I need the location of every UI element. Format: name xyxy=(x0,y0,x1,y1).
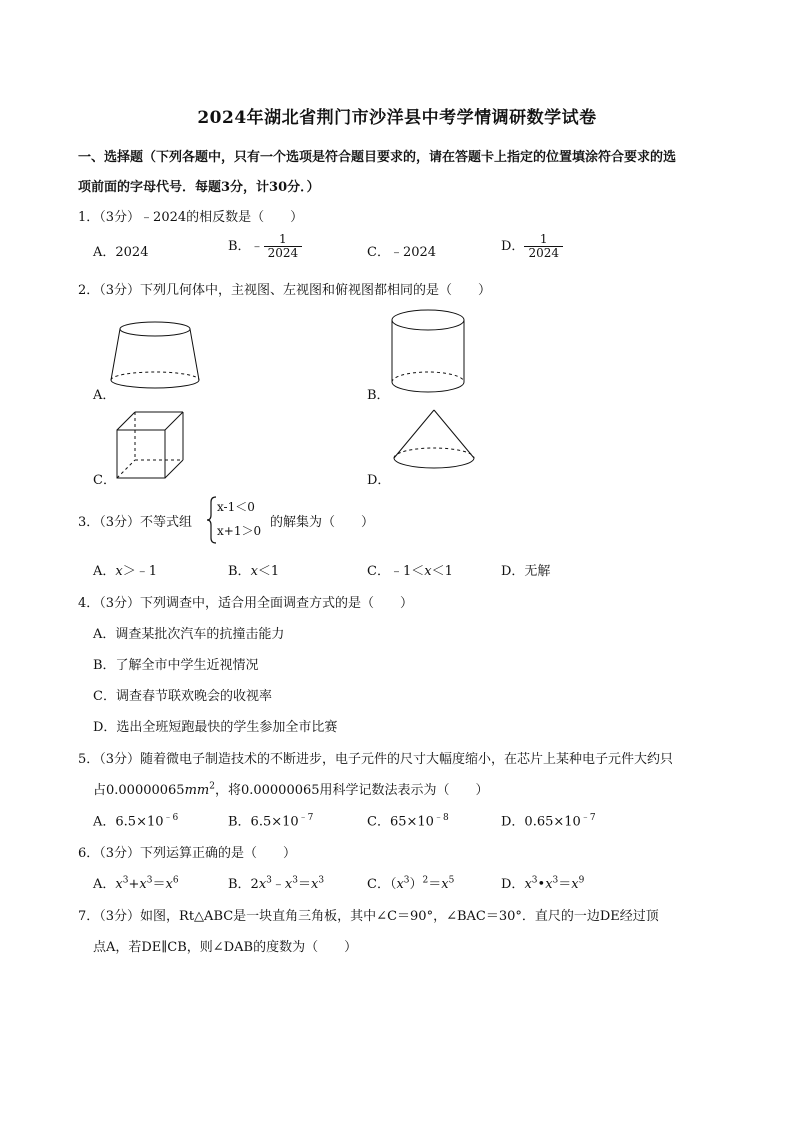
exponent: ﹣7 xyxy=(298,813,314,823)
exponent: 3 xyxy=(146,875,153,886)
q2-option-b: B． xyxy=(367,388,390,403)
exponent: 3 xyxy=(318,875,325,886)
q3-option-b xyxy=(228,560,279,579)
brace-icon xyxy=(207,496,217,544)
q3-option-a xyxy=(93,560,157,579)
variable: x xyxy=(165,877,173,892)
q1-option-b-fraction xyxy=(264,233,303,260)
fraction-numerator: 1 xyxy=(279,232,287,246)
page-title: 2024年湖北省荆门市沙洋县中考学情调研数学试卷 xyxy=(197,108,597,128)
option-prefix: C．﹣1＜ xyxy=(367,564,425,579)
q5-stem-line2 xyxy=(93,779,489,798)
q1-option-a: A．2024 xyxy=(93,245,149,260)
operator: + xyxy=(128,877,140,892)
q2-stem: 2．（3分）下列几何体中，主视图、左视图和俯视图都相同的是（ ） xyxy=(78,283,492,298)
option-prefix: B．2 xyxy=(228,877,259,892)
variable: x xyxy=(311,877,319,892)
exponent: 9 xyxy=(578,875,585,886)
frustum-figure xyxy=(110,318,200,390)
variable: x xyxy=(115,877,123,892)
equals: ＝ xyxy=(298,877,312,892)
option-base: B．6.5×10 xyxy=(228,814,299,830)
option-rest: ＜1 xyxy=(257,564,280,579)
operator: • xyxy=(537,877,546,892)
q1-option-b-prefix: B．﹣ xyxy=(228,239,264,255)
variable: x xyxy=(250,564,258,579)
q4-option-a: A．调查某批次汽车的抗撞击能力 xyxy=(93,627,285,642)
fraction-denominator: 2024 xyxy=(264,246,303,260)
q5-option-a xyxy=(93,810,178,829)
q6-option-b xyxy=(228,873,324,892)
q5-stem-line1: 5．（3分）随着微电子制造技术的不断进步，电子元件的尺寸大幅度缩小，在芯片上某种电子元件大约只 xyxy=(78,752,674,767)
q1-option-c: C．﹣2024 xyxy=(367,245,437,260)
q4-option-b: B．了解全市中学生近视情况 xyxy=(93,658,259,673)
q3-stem-prefix: 3．（3分）不等式组 xyxy=(78,515,193,530)
q2-option-c: C． xyxy=(93,473,116,488)
option-rest: ＜1 xyxy=(431,564,453,579)
exponent: ﹣7 xyxy=(580,813,596,823)
q1-option-d-prefix: D． xyxy=(501,239,525,255)
option-rest: ＞﹣1 xyxy=(122,564,158,579)
inequality-row-1: x-1＜0 xyxy=(217,500,255,514)
cone-figure xyxy=(392,408,476,476)
option-prefix: D． xyxy=(501,877,525,892)
exponent: 3 xyxy=(266,875,272,886)
cylinder-figure xyxy=(390,308,466,396)
section-heading-line1: 一、选择题（下列各题中，只有一个选项是符合题目要求的，请在答题卡上指定的位置填涂符合要求的选 xyxy=(78,150,677,165)
exponent: 3 xyxy=(292,875,298,886)
text-part: 占0.00000065 xyxy=(93,783,185,798)
option-base: D．0.65×10 xyxy=(501,814,581,830)
variable: x xyxy=(284,877,293,892)
q6-stem: 6．（3分）下列运算正确的是（ ） xyxy=(78,846,297,861)
option-prefix: B． xyxy=(228,564,251,579)
q3-option-d: D．无解 xyxy=(501,564,551,579)
section-heading-line2: 项前面的字母代号．每题3分，计30分．） xyxy=(78,180,320,195)
exponent: 2 xyxy=(422,875,429,886)
q6-option-c xyxy=(367,873,454,892)
unit: mm xyxy=(184,783,210,798)
option-base: A．6.5×10 xyxy=(93,814,164,830)
exponent: 3 xyxy=(531,875,538,886)
equals: ＝ xyxy=(428,877,442,892)
paren-close: ） xyxy=(409,877,423,892)
operator: ﹣ xyxy=(271,877,285,892)
exponent: 6 xyxy=(172,875,179,886)
variable: x xyxy=(396,877,404,892)
variable: x xyxy=(571,877,579,892)
exponent: 3 xyxy=(552,875,559,886)
q7-stem-line1: 7．（3分）如图，Rt△ABC是一块直角三角板，其中∠C＝90°，∠BAC＝30°．直尺的一边DE经过顶 xyxy=(78,909,659,924)
equals: ＝ xyxy=(558,877,572,892)
q3-inequality-system xyxy=(207,496,277,546)
exponent: ﹣6 xyxy=(163,813,179,823)
q1-option-d-fraction xyxy=(524,233,563,260)
q5-option-b xyxy=(228,810,313,829)
exponent: 3 xyxy=(403,875,410,886)
option-prefix: A． xyxy=(93,877,116,892)
variable: x xyxy=(258,877,267,892)
q4-option-c: C．调查春节联欢晚会的收视率 xyxy=(93,689,272,704)
inequality-row-2: x+1＞0 xyxy=(217,524,262,538)
superscript: 2 xyxy=(209,781,215,792)
variable: x xyxy=(139,877,147,892)
q1-option-b xyxy=(228,233,302,260)
exponent: 3 xyxy=(122,875,129,886)
variable: x xyxy=(524,877,532,892)
variable: x xyxy=(545,877,553,892)
cube-figure xyxy=(115,410,187,482)
q4-stem: 4．（3分）下列调查中，适合用全面调查方式的是（ ） xyxy=(78,596,414,611)
q7-stem-line2: 点A，若DE∥CB，则∠DAB的度数为（ ） xyxy=(93,940,358,955)
q3-stem-suffix: 的解集为（ ） xyxy=(270,515,375,530)
exponent: ﹣8 xyxy=(433,813,449,823)
variable: x xyxy=(424,564,432,579)
q2-option-d: D． xyxy=(367,473,391,488)
q2-option-a: A． xyxy=(93,388,116,403)
q6-option-a xyxy=(93,873,179,892)
fraction-denominator: 2024 xyxy=(524,246,563,260)
fraction-numerator: 1 xyxy=(539,232,548,246)
text-part: ，将0.00000065用科学记数法表示为（ ） xyxy=(214,783,489,798)
equals: ＝ xyxy=(152,877,166,892)
option-base: C．65×10 xyxy=(367,814,434,830)
option-prefix: C．（ xyxy=(367,877,397,892)
q5-option-d xyxy=(501,810,596,829)
option-prefix: A． xyxy=(93,564,116,579)
variable: x xyxy=(441,877,449,892)
q4-option-d: D．选出全班短跑最快的学生参加全市比赛 xyxy=(93,720,338,735)
q6-option-d xyxy=(501,873,584,892)
q3-option-c xyxy=(367,560,453,579)
q5-option-c xyxy=(367,810,449,829)
variable: x xyxy=(115,564,123,579)
q1-option-d xyxy=(501,233,563,260)
exponent: 5 xyxy=(448,875,455,886)
q1-stem: 1．（3分）﹣2024的相反数是（ ） xyxy=(78,210,304,225)
